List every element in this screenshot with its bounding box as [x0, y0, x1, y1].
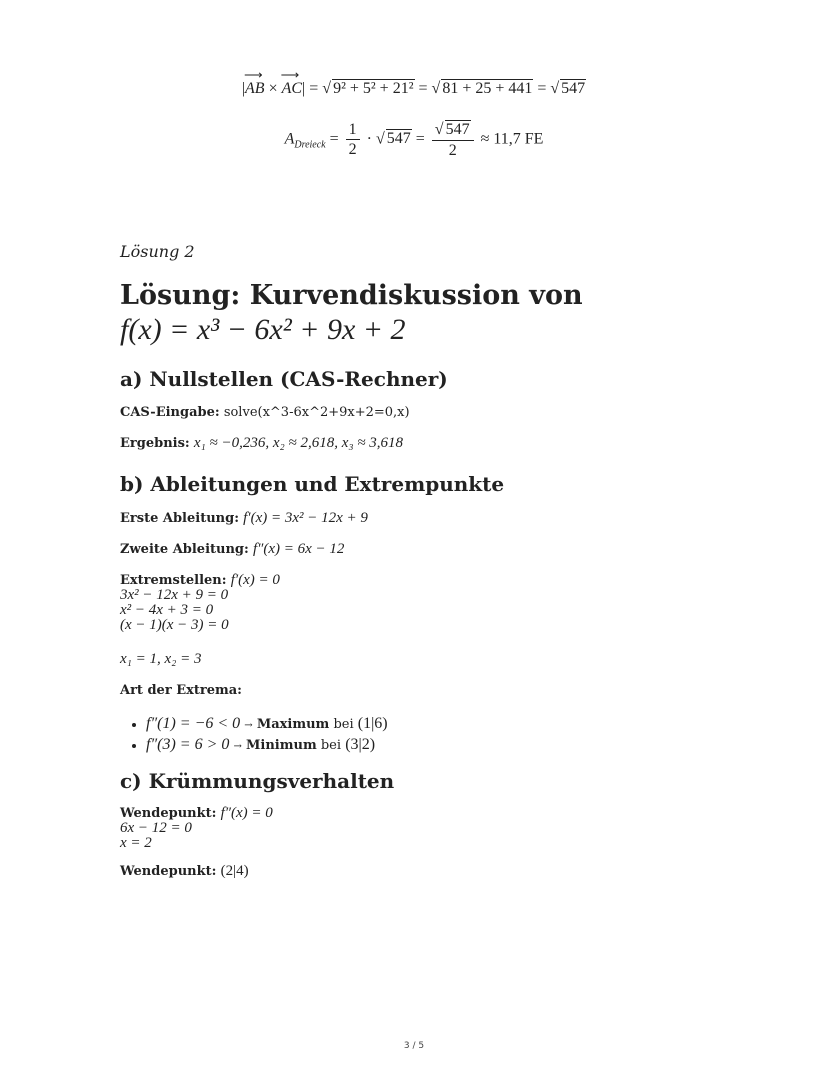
wende-line-2: x = 2	[120, 835, 152, 851]
arrow-icon: →	[233, 741, 242, 752]
wendepunkt-block	[120, 806, 273, 851]
bullet-2-point: (3|2)	[345, 736, 376, 753]
list-item	[146, 714, 388, 735]
title-formula: f(x) = x³ − 6x² + 9x + 2	[120, 313, 406, 346]
area-label: A	[284, 130, 295, 148]
cross-product-equation: |⟶ AB × ⟶ AC| = √ 9² + 5² + 21² = √ 81 + 25 + 441 = √ 547	[0, 79, 828, 98]
area-frac2-num-radicand: 547	[445, 121, 470, 138]
arrow-icon: →	[244, 720, 253, 731]
wendepunkt-value: f″(x) = 0	[220, 805, 273, 821]
area-fraction-2: $\frac{√ 547}{2}$	[432, 120, 474, 159]
second-derivative-label: Zweite Ableitung:	[120, 542, 249, 557]
cas-label: CAS-Eingabe:	[120, 405, 220, 420]
area-subscript: Dreieck	[294, 139, 326, 151]
cross-result-radicand: 547	[561, 80, 586, 97]
cas-input: solve(x^3-6x^2+9x+2=0,x)	[223, 405, 410, 420]
extremstellen-block	[120, 573, 280, 633]
second-derivative-line	[120, 541, 344, 558]
vector-ac: ⟶ AC	[282, 80, 302, 98]
area-frac-num: 1	[346, 121, 360, 141]
extrem-solutions-value: x₁ = 1, x₂ = 3	[120, 651, 202, 667]
result-label: Ergebnis:	[120, 436, 190, 451]
area-result: ≈ 11,7 FE	[480, 130, 544, 148]
area-frac2-den: 2	[448, 141, 457, 159]
bullet-2-bei: bei	[320, 738, 342, 753]
result-value: x₁ ≈ −0,236, x₂ ≈ 2,618, x₃ ≈ 3,618	[193, 435, 404, 451]
cross-sum2-radicand: 81 + 25 + 441	[442, 80, 533, 97]
heading-section-c: c) Krümmungsverhalten	[120, 769, 395, 793]
vector-ab: ⟶ AB	[245, 80, 265, 98]
extremstellen-value: f′(x) = 0	[230, 572, 280, 588]
bullet-1-math: f″(1) = −6 < 0	[146, 715, 241, 732]
first-derivative-value: f′(x) = 3x² − 12x + 9	[243, 510, 368, 526]
area-frac-den: 2	[348, 141, 357, 159]
result-line	[120, 435, 403, 452]
bullet-2-math: f″(3) = 6 > 0	[146, 736, 230, 753]
extrem-line-2: x² − 4x + 3 = 0	[120, 602, 214, 618]
area-fraction	[346, 121, 360, 159]
heading-section-b: b) Ableitungen und Extrempunkte	[120, 472, 505, 496]
first-derivative-line	[120, 510, 368, 527]
area-sqrt-radicand: 547	[386, 130, 411, 148]
first-derivative-label: Erste Ableitung:	[120, 511, 239, 526]
page-title	[120, 279, 583, 348]
wendepunkt-point-label: Wendepunkt:	[120, 864, 217, 879]
area-equation: $A_{Dreieck}$ = $\frac{1}{2}$ · √ 547 = $\frac{√ 547}{2}$ ≈ 11,7 FE	[284, 120, 544, 159]
extrem-line-3: (x − 1)(x − 3) = 0	[120, 617, 229, 633]
bullet-1-bei: bei	[333, 717, 354, 732]
second-derivative-value: f″(x) = 6x − 12	[252, 541, 345, 557]
page-number: 3 / 5	[403, 1041, 425, 1051]
bullet-1-point: (1|6)	[357, 715, 388, 732]
extrem-line-1: 3x² − 12x + 9 = 0	[120, 587, 229, 603]
extrema-list	[120, 714, 388, 756]
cas-input-line	[120, 405, 410, 420]
title-text: Lösung: Kurvendiskussion von	[120, 280, 583, 311]
art-extrema-label-text: Art der Extrema:	[120, 683, 242, 698]
wendepunkt-point-line	[120, 863, 249, 880]
wendepunkt-point: (2|4)	[220, 863, 249, 879]
bullet-2-kind: Minimum	[246, 738, 317, 753]
wende-line-1: 6x − 12 = 0	[120, 820, 192, 836]
list-item	[146, 735, 388, 756]
extremstellen-label: Extremstellen:	[120, 573, 227, 588]
extrem-solutions	[120, 651, 202, 668]
wendepunkt-label: Wendepunkt:	[120, 806, 217, 821]
art-extrema-label	[120, 683, 242, 698]
bullet-1-kind: Maximum	[256, 717, 330, 732]
cross-sum-radicand: 9² + 5² + 21²	[333, 80, 414, 97]
heading-section-a: a) Nullstellen (CAS-Rechner)	[120, 367, 448, 391]
solution-label: Lösung 2	[120, 242, 195, 261]
